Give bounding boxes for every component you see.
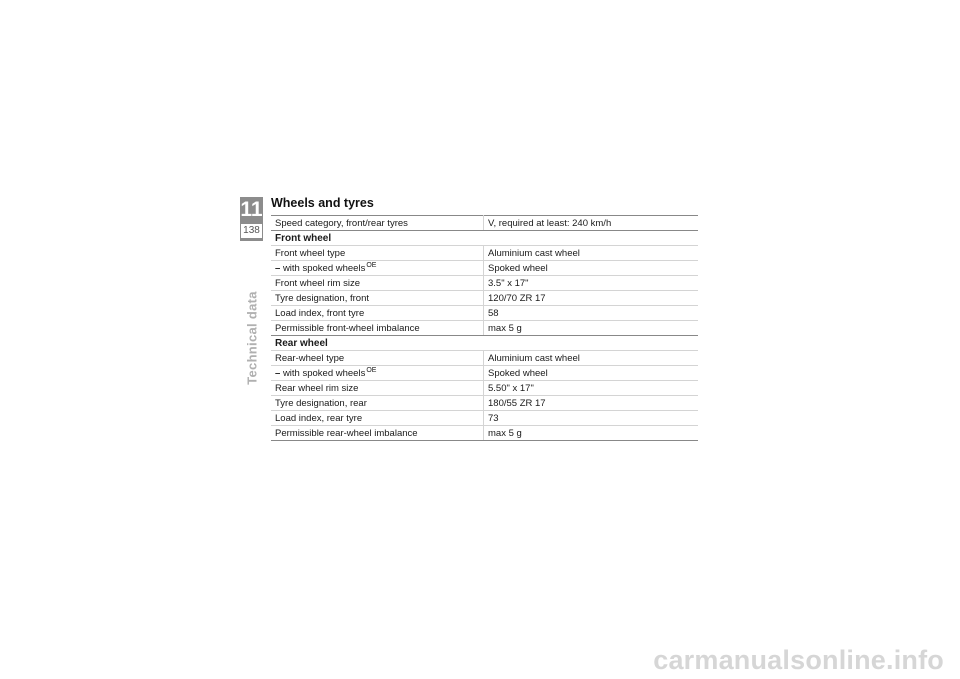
spec-label: Load index, front tyre [271,306,484,321]
spec-value: Spoked wheel [484,366,699,381]
table-row [271,411,698,426]
spec-label: Permissible rear-wheel imbalance [271,426,484,441]
spec-label: with spoked wheels [282,368,366,379]
spec-label: Front wheel type [271,246,484,261]
table-row [271,366,698,381]
spec-label: Front wheel rim size [271,276,484,291]
spec-value: 180/55 ZR 17 [484,396,699,411]
group-heading-row [271,336,698,351]
group-heading: Rear wheel [271,336,698,351]
spec-value: Spoked wheel [484,261,699,276]
spec-label: with spoked wheels [282,263,366,274]
spec-value: 58 [484,306,699,321]
spec-value: 120/70 ZR 17 [484,291,699,306]
table-row [271,216,698,231]
spec-value: 3.5" x 17" [484,276,699,291]
table-row [271,396,698,411]
section-label: Technical data [244,291,260,385]
chapter-tab [240,197,263,241]
spec-value: max 5 g [484,426,699,441]
spec-label: Tyre designation, front [271,291,484,306]
spec-value: 5.50" x 17" [484,381,699,396]
spec-value: V, required at least: 240 km/h [484,216,699,231]
spec-label-cell [271,261,484,276]
table-row [271,261,698,276]
spec-value: 73 [484,411,699,426]
table-row [271,381,698,396]
table-row [271,306,698,321]
spec-label-cell [271,366,484,381]
page-title: Wheels and tyres [271,196,374,210]
table-row [271,246,698,261]
group-heading-row [271,231,698,246]
spec-value: Aluminium cast wheel [484,351,699,366]
spec-value: max 5 g [484,321,699,336]
table-row [271,276,698,291]
group-heading: Front wheel [271,231,698,246]
table-row [271,426,698,441]
option-superscript: OE [366,367,377,374]
table-row [271,351,698,366]
spec-label: Speed category, front/rear tyres [271,216,484,231]
spec-label: Rear-wheel type [271,351,484,366]
table-row [271,321,698,336]
spec-label: Tyre designation, rear [271,396,484,411]
dash-marker: – [275,263,281,274]
site-watermark: carmanualsonline.info [653,645,944,675]
spec-label: Permissible front-wheel imbalance [271,321,484,336]
spec-value: Aluminium cast wheel [484,246,699,261]
table-row [271,291,698,306]
spec-label: Rear wheel rim size [271,381,484,396]
chapter-number: 11 [240,198,263,221]
option-superscript: OE [366,262,377,269]
page-number: 138 [241,224,262,238]
dash-marker: – [275,368,281,379]
spec-label: Load index, rear tyre [271,411,484,426]
spec-table [271,215,698,441]
